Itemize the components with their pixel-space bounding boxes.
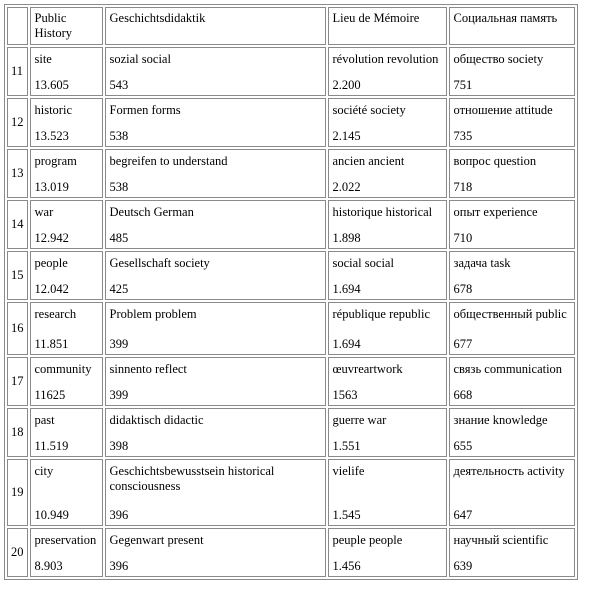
term-text: preservation — [34, 533, 97, 547]
lieu-de-memoire-cell — [328, 459, 447, 526]
frequency-count: 543 — [109, 78, 129, 92]
term-text: people — [34, 256, 68, 270]
table-row — [7, 408, 575, 457]
term-text: деятельность activity — [453, 464, 565, 478]
public-history-cell — [30, 47, 103, 96]
frequency-count: 677 — [453, 337, 473, 351]
frequency-count: 11625 — [34, 388, 66, 402]
term-text: didaktisch didactic — [109, 413, 204, 427]
term-text: Deutsch German — [109, 205, 194, 219]
frequency-count: 12.942 — [34, 231, 69, 245]
term-text: общественный public — [453, 307, 567, 321]
lieu-de-memoire-cell — [328, 149, 447, 198]
rank-cell: 14 — [7, 200, 28, 249]
term-text: république republic — [332, 307, 431, 321]
term-text: задача task — [453, 256, 511, 270]
frequency-count: 678 — [453, 282, 473, 296]
social-memory-cell — [449, 251, 575, 300]
term-text: historique historical — [332, 205, 433, 219]
term-text: Formen forms — [109, 103, 181, 117]
term-text: social social — [332, 256, 394, 270]
frequency-count: 2.200 — [332, 78, 361, 92]
table-row — [7, 357, 575, 406]
term-text: научный scientific — [453, 533, 549, 547]
term-text: œuvreartwork — [332, 362, 403, 376]
frequency-count: 425 — [109, 282, 129, 296]
table-row — [7, 200, 575, 249]
social-memory-cell — [449, 357, 575, 406]
frequency-count: 735 — [453, 129, 473, 143]
public-history-cell — [30, 357, 103, 406]
frequency-count: 8.903 — [34, 559, 63, 573]
frequency-count: 2.022 — [332, 180, 361, 194]
rank-cell: 11 — [7, 47, 28, 96]
table-row — [7, 98, 575, 147]
geschichtsdidaktik-cell — [105, 251, 326, 300]
frequency-count: 2.145 — [332, 129, 361, 143]
frequency-count: 1.694 — [332, 282, 361, 296]
term-text: peuple people — [332, 533, 403, 547]
frequency-count: 13.019 — [34, 180, 69, 194]
rank-cell: 15 — [7, 251, 28, 300]
frequency-count: 1.694 — [332, 337, 361, 351]
term-text: program — [34, 154, 77, 168]
term-text: Geschichtsbewusstsein historical consciousness — [109, 464, 275, 493]
public-history-cell — [30, 408, 103, 457]
table-body — [7, 47, 575, 577]
table-row — [7, 459, 575, 526]
frequency-count: 11.519 — [34, 439, 69, 453]
term-text: city — [34, 464, 54, 478]
geschichtsdidaktik-cell — [105, 528, 326, 577]
frequency-count: 13.523 — [34, 129, 69, 143]
term-text: community — [34, 362, 92, 376]
frequency-count: 538 — [109, 129, 129, 143]
rank-cell: 18 — [7, 408, 28, 457]
social-memory-cell — [449, 47, 575, 96]
public-history-cell — [30, 149, 103, 198]
term-text: sozial social — [109, 52, 171, 66]
frequency-count: 12.042 — [34, 282, 69, 296]
term-text: vielife — [332, 464, 365, 478]
geschichtsdidaktik-cell — [105, 302, 326, 355]
social-memory-cell — [449, 200, 575, 249]
term-text: site — [34, 52, 52, 66]
frequency-count: 399 — [109, 388, 129, 402]
public-history-cell — [30, 528, 103, 577]
frequency-count: 10.949 — [34, 508, 69, 522]
header-rank — [7, 7, 28, 45]
geschichtsdidaktik-cell — [105, 459, 326, 526]
term-text: опыт experience — [453, 205, 538, 219]
frequency-count: 1.551 — [332, 439, 361, 453]
lieu-de-memoire-cell — [328, 200, 447, 249]
rank-cell: 19 — [7, 459, 28, 526]
term-text: общество society — [453, 52, 544, 66]
frequency-count: 399 — [109, 337, 129, 351]
term-text: отношение attitude — [453, 103, 553, 117]
frequency-count: 718 — [453, 180, 473, 194]
header-geschichtsdidaktik: Geschichtsdidaktik — [105, 7, 326, 45]
frequency-count: 1563 — [332, 388, 358, 402]
rank-cell: 20 — [7, 528, 28, 577]
public-history-cell — [30, 200, 103, 249]
header-public-history: Public History — [30, 7, 103, 45]
geschichtsdidaktik-cell — [105, 200, 326, 249]
term-text: Gegenwart present — [109, 533, 204, 547]
social-memory-cell — [449, 149, 575, 198]
frequency-count: 485 — [109, 231, 129, 245]
frequency-count: 1.545 — [332, 508, 361, 522]
social-memory-cell — [449, 98, 575, 147]
term-text: past — [34, 413, 55, 427]
lieu-de-memoire-cell — [328, 408, 447, 457]
public-history-cell — [30, 251, 103, 300]
frequency-count: 1.898 — [332, 231, 361, 245]
term-text: sinnento reflect — [109, 362, 187, 376]
lieu-de-memoire-cell — [328, 302, 447, 355]
lieu-de-memoire-cell — [328, 47, 447, 96]
geschichtsdidaktik-cell — [105, 98, 326, 147]
social-memory-cell — [449, 302, 575, 355]
frequency-count: 396 — [109, 508, 129, 522]
frequency-count: 710 — [453, 231, 473, 245]
header-row — [7, 7, 575, 45]
geschichtsdidaktik-cell — [105, 47, 326, 96]
term-text: Problem problem — [109, 307, 197, 321]
frequency-count: 751 — [453, 78, 473, 92]
header-social-memory: Социальная память — [449, 7, 575, 45]
table-row — [7, 47, 575, 96]
rank-cell: 16 — [7, 302, 28, 355]
term-text: war — [34, 205, 54, 219]
social-memory-cell — [449, 459, 575, 526]
rank-cell: 12 — [7, 98, 28, 147]
geschichtsdidaktik-cell — [105, 408, 326, 457]
frequency-count: 647 — [453, 508, 473, 522]
public-history-cell — [30, 302, 103, 355]
term-text: знание knowledge — [453, 413, 548, 427]
term-text: ancien ancient — [332, 154, 405, 168]
term-text: société society — [332, 103, 406, 117]
lieu-de-memoire-cell — [328, 357, 447, 406]
frequency-count: 655 — [453, 439, 473, 453]
rank-cell: 13 — [7, 149, 28, 198]
table-row — [7, 251, 575, 300]
header-lieu-de-memoire: Lieu de Mémoire — [328, 7, 447, 45]
frequency-count: 13.605 — [34, 78, 69, 92]
term-text: guerre war — [332, 413, 387, 427]
frequency-count: 11.851 — [34, 337, 69, 351]
frequency-count: 396 — [109, 559, 129, 573]
social-memory-cell — [449, 528, 575, 577]
word-frequency-table — [4, 4, 578, 580]
frequency-count: 538 — [109, 180, 129, 194]
term-text: begreifen to understand — [109, 154, 228, 168]
geschichtsdidaktik-cell — [105, 357, 326, 406]
rank-cell: 17 — [7, 357, 28, 406]
social-memory-cell — [449, 408, 575, 457]
frequency-count: 398 — [109, 439, 129, 453]
term-text: связь communication — [453, 362, 563, 376]
frequency-count: 1.456 — [332, 559, 361, 573]
table-row — [7, 302, 575, 355]
geschichtsdidaktik-cell — [105, 149, 326, 198]
public-history-cell — [30, 459, 103, 526]
term-text: historic — [34, 103, 72, 117]
frequency-count: 639 — [453, 559, 473, 573]
term-text: Gesellschaft society — [109, 256, 210, 270]
table-row — [7, 528, 575, 577]
public-history-cell — [30, 98, 103, 147]
frequency-count: 668 — [453, 388, 473, 402]
table-row — [7, 149, 575, 198]
lieu-de-memoire-cell — [328, 528, 447, 577]
lieu-de-memoire-cell — [328, 251, 447, 300]
term-text: research — [34, 307, 77, 321]
lieu-de-memoire-cell — [328, 98, 447, 147]
term-text: вопрос question — [453, 154, 537, 168]
term-text: révolution revolution — [332, 52, 439, 66]
